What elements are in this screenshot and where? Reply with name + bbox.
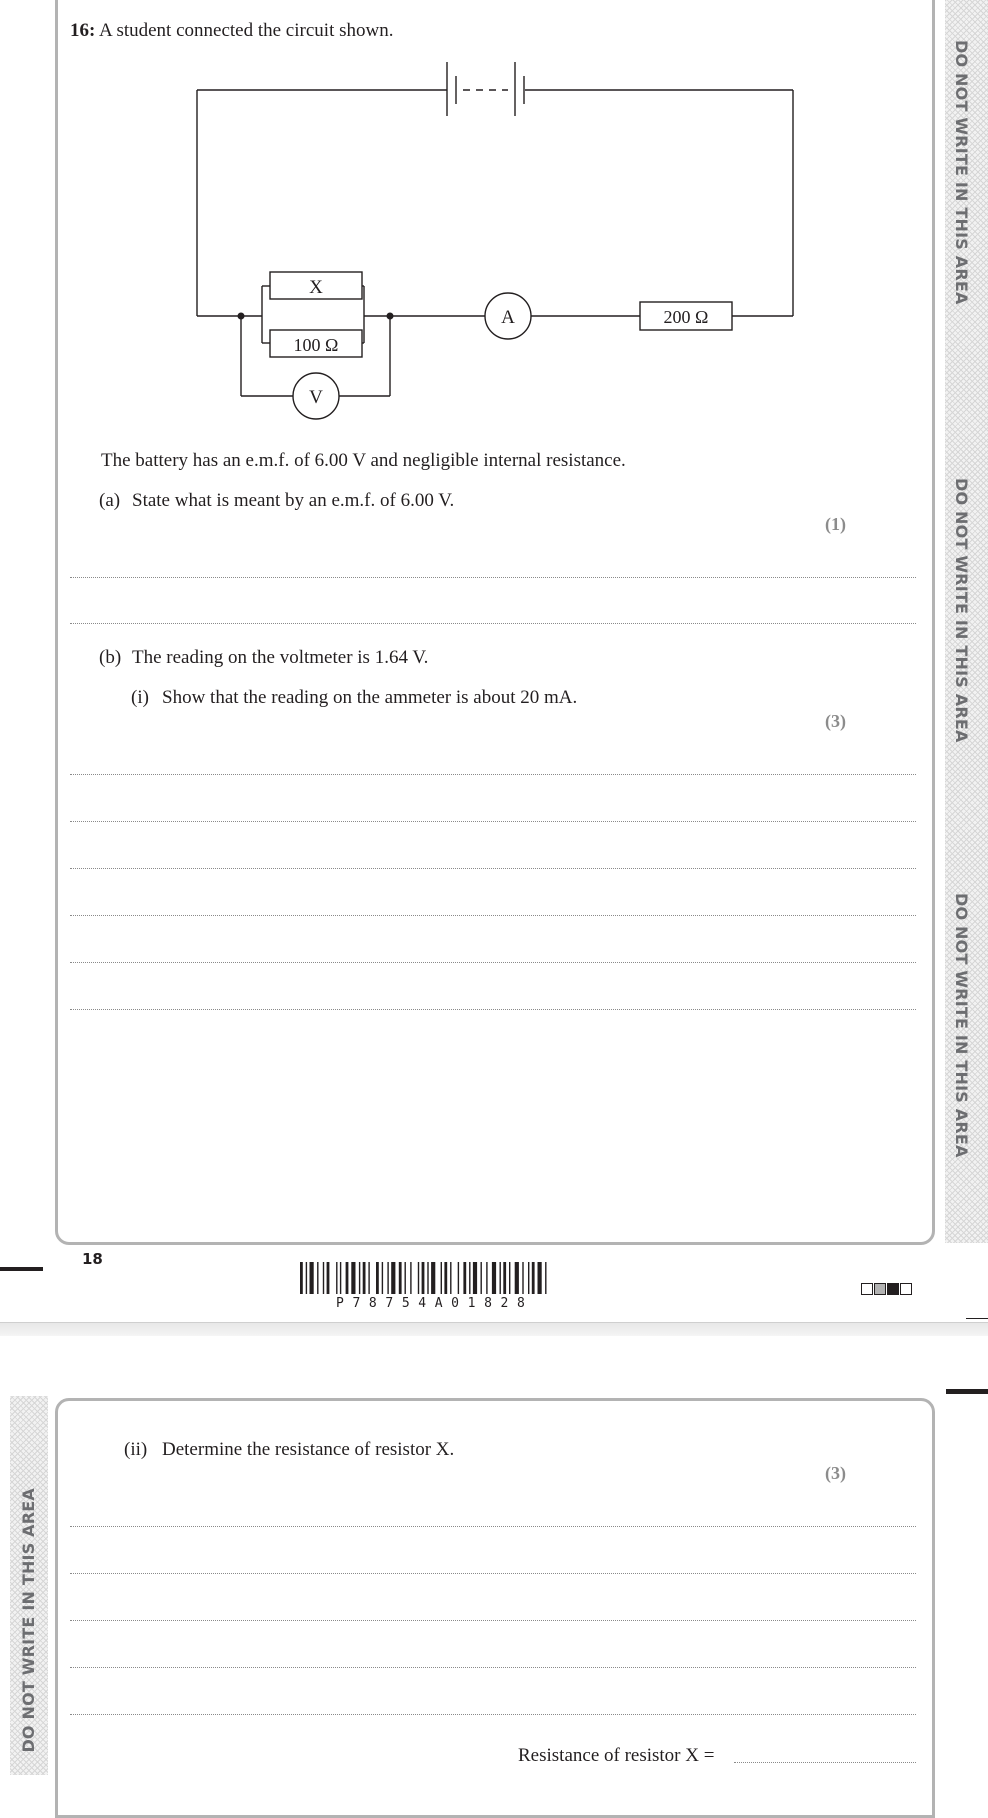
answer-line-bi-2[interactable] (70, 821, 916, 822)
part-b-i-label: (i) (131, 687, 149, 708)
resistor-200-label: 200 Ω (663, 307, 709, 327)
question-number: 16: (70, 20, 96, 41)
barcode (300, 1262, 690, 1296)
part-b-ii-label: (ii) (124, 1439, 148, 1460)
ammeter-label: A (501, 307, 515, 328)
barcode-text: P 7 8 7 5 4 A 0 1 8 2 8 (336, 1296, 526, 1311)
answer-line-bii-3[interactable] (70, 1620, 916, 1621)
marker-square-4 (900, 1283, 912, 1295)
margin-marker-page2 (55, 1590, 58, 1775)
page-marker-squares (861, 1283, 913, 1301)
part-a-marks: (1) (825, 514, 846, 534)
margin-warning-page2: DO NOT WRITE IN THIS AREA (19, 1488, 38, 1753)
answer-line-bii-5[interactable] (70, 1714, 916, 1715)
marker-square-1 (861, 1283, 873, 1295)
answer-line-bi-1[interactable] (70, 774, 916, 775)
answer-line-bii-1[interactable] (70, 1526, 916, 1527)
resistor-x-label: X (309, 277, 323, 298)
resistor-100-label: 100 Ω (293, 335, 339, 355)
junction-left (238, 313, 245, 320)
crop-mark (966, 1318, 988, 1319)
part-b-text: The reading on the voltmeter is 1.64 V. (132, 647, 429, 668)
part-b-label: (b) (99, 647, 122, 668)
answer-line-bii-4[interactable] (70, 1667, 916, 1668)
part-b-i-marks: (3) (825, 711, 846, 731)
registration-bar-left (0, 1267, 43, 1271)
marker-square-3 (887, 1283, 899, 1295)
answer-line-bi-3[interactable] (70, 868, 916, 869)
answer-line-a-2[interactable] (70, 623, 916, 624)
battery-statement: The battery has an e.m.f. of 6.00 V and negligible internal resistance. (101, 450, 626, 471)
part-b-ii-text: Determine the resistance of resistor X. (162, 1439, 455, 1460)
answer-line-bi-6[interactable] (70, 1009, 916, 1010)
junction-right (387, 313, 394, 320)
part-a-label: (a) (99, 490, 121, 511)
answer-line-bi-4[interactable] (70, 915, 916, 916)
answer-line-bi-5[interactable] (70, 962, 916, 963)
answer-line-a-1[interactable] (70, 577, 916, 578)
margin-warning-1: DO NOT WRITE IN THIS AREA (952, 40, 971, 305)
marker-square-2 (874, 1283, 886, 1295)
answer-line-bii-2[interactable] (70, 1573, 916, 1574)
margin-warning-2: DO NOT WRITE IN THIS AREA (952, 478, 971, 743)
margin-warning-3: DO NOT WRITE IN THIS AREA (952, 893, 971, 1158)
page-2-frame (55, 1398, 935, 1818)
answer-prompt: Resistance of resistor X = (518, 1745, 715, 1766)
page-number: 18 (82, 1250, 103, 1268)
registration-bar-right (946, 1389, 988, 1394)
resistance-answer-field[interactable] (734, 1762, 916, 1763)
voltmeter-label: V (309, 387, 323, 408)
question-intro: A student connected the circuit shown. (99, 20, 394, 41)
page-break-line (0, 1322, 988, 1323)
circuit-diagram (0, 0, 988, 430)
page-break (0, 1322, 988, 1336)
part-a-text: State what is meant by an e.m.f. of 6.00 V. (132, 490, 455, 511)
part-b-i-text: Show that the reading on the ammeter is about 20 mA. (162, 687, 578, 708)
part-b-ii-marks: (3) (825, 1463, 846, 1483)
